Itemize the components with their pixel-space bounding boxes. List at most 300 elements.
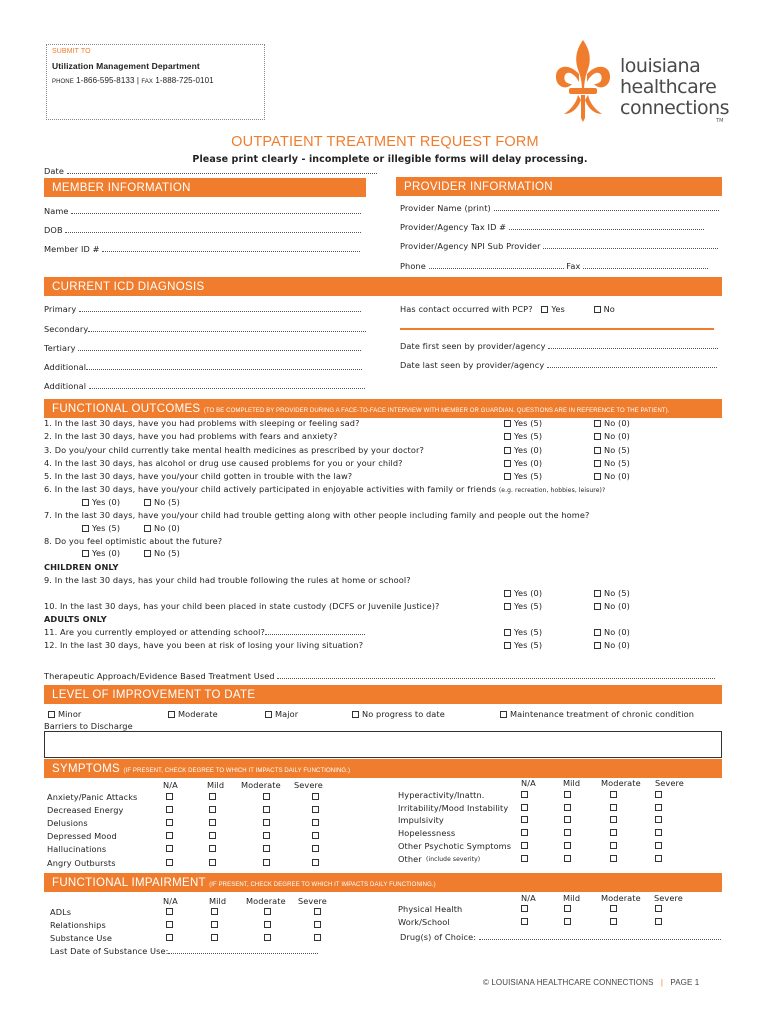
member-id-row <box>44 244 360 254</box>
impairment-left-checkbox-2-na[interactable] <box>166 921 173 928</box>
symptom-right-checkbox-6-mild[interactable] <box>564 855 571 862</box>
drugs-row <box>400 932 721 942</box>
symptom-left-checkbox-1-moderate[interactable] <box>263 793 270 800</box>
q11-yes-label: Yes (5) <box>514 627 543 637</box>
first-seen-row <box>400 341 718 351</box>
q9-no <box>594 588 630 598</box>
q3-no-label: No (5) <box>604 445 630 455</box>
q7-no <box>144 523 180 533</box>
q7-yes <box>82 523 120 533</box>
symptom-left-checkbox-4-moderate[interactable] <box>263 832 270 839</box>
drugs-label: Drug(s) of Choice: <box>400 932 477 942</box>
q4-no-checkbox[interactable] <box>594 460 601 467</box>
q8-no-label: No (5) <box>154 548 180 558</box>
impairment-left-checkbox-3-moderate[interactable] <box>264 934 271 941</box>
q10-no-label: No (0) <box>604 601 630 611</box>
last-seen-label: Date last seen by provider/agency <box>400 360 545 370</box>
contact-separator: | <box>136 76 140 85</box>
impairment-left-checkbox-3-severe[interactable] <box>314 934 321 941</box>
logo-trademark: TM <box>716 118 724 124</box>
impairment-left-label-2: Relationships <box>50 920 106 930</box>
question-1: 1. In the last 30 days, have you had problems with sleeping or feeling sad? <box>44 418 360 428</box>
symptom-right-checkbox-5-mild[interactable] <box>564 842 571 849</box>
functional-outcomes-title: FUNCTIONAL OUTCOMES <box>52 403 201 415</box>
symptom-left-checkbox-4-mild[interactable] <box>209 832 216 839</box>
last-seen-row <box>400 360 717 370</box>
footer <box>483 978 699 987</box>
q4-yes-checkbox[interactable] <box>504 460 511 467</box>
symptom-right-checkbox-1-na[interactable] <box>521 791 528 798</box>
q6-yes-label: Yes (0) <box>92 497 121 507</box>
symptom-right-label-5: Other Psychotic Symptoms <box>398 840 512 851</box>
q5-no-checkbox[interactable] <box>594 473 601 480</box>
question-5: 5. In the last 30 days, have you/your child gotten in trouble with the law? <box>44 471 353 481</box>
drugs-field[interactable] <box>479 932 721 940</box>
question-7: 7. In the last 30 days, have you/your child had trouble getting along with other people including family and people out the home? <box>44 510 590 520</box>
icd-diagnosis-header: CURRENT ICD DIAGNOSIS <box>44 277 722 296</box>
pcp-contact-label: Has contact occurred with PCP? <box>400 304 533 314</box>
symptom-right-checkbox-3-moderate[interactable] <box>610 816 617 823</box>
therapeutic-row <box>44 671 715 681</box>
symptom-left-label-2: Decreased Energy <box>47 805 124 816</box>
q9-no-checkbox[interactable] <box>594 590 601 597</box>
pcp-no-checkbox[interactable] <box>594 306 601 313</box>
provider-npi-label: Provider/Agency NPI Sub Provider <box>400 241 541 251</box>
provider-phone-label: Phone <box>400 261 426 271</box>
symptom-left-checkbox-3-na[interactable] <box>166 819 173 826</box>
symptom-left-checkbox-5-moderate[interactable] <box>263 845 270 852</box>
icd-additional-label-2: Additional <box>44 381 87 391</box>
question-11-text: 11. Are you currently employed or attending school? <box>44 627 265 637</box>
symptom-right-checkbox-2-mild[interactable] <box>564 804 571 811</box>
q7-yes-label: Yes (5) <box>92 523 121 533</box>
provider-npi-field[interactable] <box>543 241 718 249</box>
q1-yes-label: Yes (5) <box>514 418 543 428</box>
q5-yes-checkbox[interactable] <box>504 473 511 480</box>
q1-yes <box>504 418 542 428</box>
symptom-left-checkbox-3-severe[interactable] <box>312 819 319 826</box>
imp-right-moderate-header: Moderate <box>601 893 641 903</box>
symptoms-title: SYMPTOMS <box>52 763 121 775</box>
q6-no-label: No (5) <box>154 497 180 507</box>
q8-no <box>144 548 180 558</box>
symptom-left-label-3: Delusions <box>47 818 88 829</box>
q3-yes <box>504 445 542 455</box>
symptom-left-checkbox-6-moderate[interactable] <box>263 859 270 866</box>
provider-tax-row <box>400 222 704 232</box>
last-substance-field[interactable] <box>168 946 318 954</box>
member-id-label: Member ID # <box>44 244 100 254</box>
q7-no-checkbox[interactable] <box>144 525 151 532</box>
first-seen-label: Date first seen by provider/agency <box>400 341 546 351</box>
pcp-yes-label: Yes <box>551 304 565 314</box>
q12-no <box>594 640 630 650</box>
symptoms-header <box>44 759 722 778</box>
q11-yes-checkbox[interactable] <box>504 629 511 636</box>
fax-label: FAX <box>141 79 153 85</box>
q8-no-checkbox[interactable] <box>144 550 151 557</box>
q10-no <box>594 601 630 611</box>
fleur-de-lis-logo-icon <box>552 38 614 124</box>
q11-no <box>594 627 630 637</box>
q6-no-checkbox[interactable] <box>144 499 151 506</box>
icd-primary-field[interactable] <box>79 304 361 312</box>
question-10: 10. In the last 30 days, has your child been placed in state custody (DCFS or Juvenile Justice)? <box>44 601 440 611</box>
improvement-minor <box>48 709 81 719</box>
impairment-left-checkbox-3-na[interactable] <box>166 934 173 941</box>
question-3: 3. Do you/your child currently take mental health medicines as prescribed by your doctor? <box>44 445 424 455</box>
symptom-right-label-1: Hyperactivity/Inattn. <box>398 790 485 800</box>
question-6-text: 6. In the last 30 days, have you/your child actively participated in enjoyable activities with family or friends <box>44 484 497 494</box>
symptom-right-checkbox-1-severe[interactable] <box>655 791 662 798</box>
moderate-checkbox[interactable] <box>168 711 175 718</box>
icd-secondary-label: Secondary <box>44 324 89 334</box>
symptom-left-checkbox-2-moderate[interactable] <box>263 806 270 813</box>
last-substance-row <box>50 946 318 956</box>
submit-to-label: SUBMIT TO <box>52 48 91 55</box>
symptom-left-label-5: Hallucinations <box>47 844 107 855</box>
q4-yes <box>504 458 542 468</box>
q3-yes-label: Yes (0) <box>514 445 543 455</box>
q9-no-label: No (5) <box>604 588 630 598</box>
barriers-textarea[interactable] <box>44 731 722 758</box>
provider-fax-field[interactable] <box>583 261 708 269</box>
functional-outcomes-header <box>44 399 722 418</box>
member-name-field[interactable] <box>71 206 361 214</box>
symptom-left-checkbox-6-mild[interactable] <box>209 859 216 866</box>
symptom-left-checkbox-5-severe[interactable] <box>312 845 319 852</box>
minor-checkbox[interactable] <box>48 711 55 718</box>
symptom-left-checkbox-4-na[interactable] <box>166 832 173 839</box>
q4-no <box>594 458 630 468</box>
impairment-left-checkbox-2-moderate[interactable] <box>264 921 271 928</box>
symptom-right-checkbox-4-mild[interactable] <box>564 829 571 836</box>
maintenance-label: Maintenance treatment of chronic condition <box>510 709 695 719</box>
symptom-right-checkbox-5-severe[interactable] <box>655 842 662 849</box>
q3-no <box>594 445 630 455</box>
symptom-left-checkbox-1-mild[interactable] <box>209 793 216 800</box>
member-dob-label: DOB <box>44 225 63 235</box>
q9-yes <box>504 588 542 598</box>
symptom-right-checkbox-3-severe[interactable] <box>655 816 662 823</box>
q10-yes-label: Yes (5) <box>514 601 543 611</box>
symptom-left-label-4: Depressed Mood <box>47 831 117 842</box>
symptom-right-checkbox-4-na[interactable] <box>521 829 528 836</box>
q11-no-checkbox[interactable] <box>594 629 601 636</box>
impairment-left-label-3: Substance Use <box>50 933 113 943</box>
date-row <box>44 166 377 176</box>
symptom-left-checkbox-3-moderate[interactable] <box>263 819 270 826</box>
logo-wordmark <box>620 56 729 119</box>
q9-yes-checkbox[interactable] <box>504 590 511 597</box>
phone-label: PHONE <box>52 79 74 85</box>
impairment-left-checkbox-1-na[interactable] <box>166 908 173 915</box>
impairment-right-checkbox-2-mild[interactable] <box>564 918 571 925</box>
q6-yes <box>82 497 120 507</box>
therapeutic-label: Therapeutic Approach/Evidence Based Treatment Used <box>44 671 275 681</box>
barriers-label: Barriers to Discharge <box>44 721 133 731</box>
q12-no-label: No (0) <box>604 640 630 650</box>
functional-impairment-header <box>44 873 722 892</box>
provider-information-header: PROVIDER INFORMATION <box>396 177 722 196</box>
imp-left-na-header: N/A <box>163 896 178 906</box>
symptom-right-checkbox-6-na[interactable] <box>521 855 528 862</box>
symptom-left-checkbox-2-na[interactable] <box>166 806 173 813</box>
adults-only-heading: ADULTS ONLY <box>44 614 107 624</box>
question-11 <box>44 627 365 637</box>
q2-no <box>594 431 630 441</box>
impairment-right-checkbox-1-na[interactable] <box>521 905 528 912</box>
sym-right-na-header: N/A <box>521 778 536 788</box>
symptom-right-checkbox-4-severe[interactable] <box>655 829 662 836</box>
q3-no-checkbox[interactable] <box>594 447 601 454</box>
symptom-left-checkbox-2-mild[interactable] <box>209 806 216 813</box>
no-progress-label: No progress to date <box>362 709 445 719</box>
sym-right-severe-header: Severe <box>655 778 684 788</box>
question-4: 4. In the last 30 days, has alcohol or drug use caused problems for you or your child? <box>44 458 403 468</box>
member-dob-row <box>44 225 361 235</box>
impairment-right-checkbox-2-na[interactable] <box>521 918 528 925</box>
q7-no-label: No (0) <box>154 523 180 533</box>
symptom-left-checkbox-6-na[interactable] <box>166 859 173 866</box>
symptom-right-checkbox-3-mild[interactable] <box>564 816 571 823</box>
q8-yes-checkbox[interactable] <box>82 550 89 557</box>
fax-number: 1-888-725-0101 <box>155 76 214 85</box>
member-id-field[interactable] <box>102 244 360 252</box>
member-name-row <box>44 206 361 216</box>
symptom-right-checkbox-4-moderate[interactable] <box>610 829 617 836</box>
q4-no-label: No (5) <box>604 458 630 468</box>
provider-name-field[interactable] <box>494 203 719 211</box>
q2-yes <box>504 431 542 441</box>
member-dob-field[interactable] <box>65 225 361 233</box>
symptom-right-checkbox-2-moderate[interactable] <box>610 804 617 811</box>
major-checkbox[interactable] <box>265 711 272 718</box>
icd-tertiary-field[interactable] <box>78 343 361 351</box>
provider-tax-field[interactable] <box>509 222 704 230</box>
impairment-right-label-2: Work/School <box>398 917 450 927</box>
functional-outcomes-note: (TO BE COMPLETED BY PROVIDER DURING A FACE-TO-FACE INTERVIEW WITH MEMBER OR GUARDIAN. QUESTIONS ARE IN REFERENCE TO THE PATIENT). <box>203 408 670 414</box>
department-name: Utilization Management Department <box>52 61 200 71</box>
question-2: 2. In the last 30 days, have you had problems with fears and anxiety? <box>44 431 338 441</box>
symptom-left-checkbox-4-severe[interactable] <box>312 832 319 839</box>
icd-secondary-row <box>44 324 366 334</box>
q12-yes-label: Yes (5) <box>514 640 543 650</box>
impairment-left-checkbox-1-severe[interactable] <box>314 908 321 915</box>
symptom-left-checkbox-1-severe[interactable] <box>312 793 319 800</box>
question-8: 8. Do you feel optimistic about the future? <box>44 536 223 546</box>
q12-yes <box>504 640 542 650</box>
q6-yes-checkbox[interactable] <box>82 499 89 506</box>
symptom-left-checkbox-3-mild[interactable] <box>209 819 216 826</box>
q1-no-label: No (0) <box>604 418 630 428</box>
phone-number: 1-866-595-8133 <box>76 76 135 85</box>
q11-field[interactable] <box>265 627 365 635</box>
q3-yes-checkbox[interactable] <box>504 447 511 454</box>
symptom-right-label-6: Other <box>398 853 422 864</box>
sym-right-moderate-header: Moderate <box>601 778 641 788</box>
improvement-major <box>265 709 298 719</box>
symptom-left-checkbox-5-na[interactable] <box>166 845 173 852</box>
sym-left-mild-header: Mild <box>207 780 225 790</box>
symptoms-note: (IF PRESENT, CHECK DEGREE TO WHICH IT IMPACTS DAILY FUNCTIONING.) <box>123 768 351 774</box>
moderate-label: Moderate <box>178 709 218 719</box>
maintenance-checkbox[interactable] <box>500 711 507 718</box>
impairment-left-checkbox-1-mild[interactable] <box>211 908 218 915</box>
sym-left-severe-header: Severe <box>294 780 323 790</box>
member-name-label: Name <box>44 206 69 216</box>
pcp-contact-row <box>400 304 615 314</box>
symptom-right-checkbox-3-na[interactable] <box>521 816 528 823</box>
q5-no-label: No (0) <box>604 471 630 481</box>
impairment-right-label-1: Physical Health <box>398 904 463 914</box>
question-6 <box>44 484 605 494</box>
icd-primary-label: Primary <box>44 304 77 314</box>
symptom-left-label-1: Anxiety/Panic Attacks <box>47 792 138 802</box>
member-information-header: MEMBER INFORMATION <box>44 178 366 197</box>
impairment-right-checkbox-1-severe[interactable] <box>655 905 662 912</box>
level-of-improvement-header: LEVEL OF IMPROVEMENT TO DATE <box>44 685 722 704</box>
symptom-right-checkbox-6-moderate[interactable] <box>610 855 617 862</box>
symptom-right-label-2: Irritability/Mood Instability <box>398 802 509 813</box>
provider-name-row <box>400 203 719 213</box>
symptom-left-checkbox-6-severe[interactable] <box>312 859 319 866</box>
impairment-right-checkbox-2-moderate[interactable] <box>610 918 617 925</box>
q11-yes <box>504 627 542 637</box>
date-label: Date <box>44 166 64 176</box>
sym-left-na-header: N/A <box>163 780 178 790</box>
q12-yes-checkbox[interactable] <box>504 642 511 649</box>
q4-yes-label: Yes (0) <box>514 458 543 468</box>
footer-copyright: © LOUISIANA HEALTHCARE CONNECTIONS <box>483 978 654 987</box>
symptom-left-checkbox-2-severe[interactable] <box>312 806 319 813</box>
q2-yes-label: Yes (5) <box>514 431 543 441</box>
footer-page-number: PAGE 1 <box>670 978 700 987</box>
q12-no-checkbox[interactable] <box>594 642 601 649</box>
impairment-right-checkbox-2-severe[interactable] <box>655 918 662 925</box>
therapeutic-field[interactable] <box>277 671 715 679</box>
symptom-right-checkbox-5-na[interactable] <box>521 842 528 849</box>
question-9: 9. In the last 30 days, has your child had trouble following the rules at home or school? <box>44 575 411 585</box>
icd-primary-row <box>44 304 361 314</box>
symptom-right-checkbox-1-mild[interactable] <box>564 791 571 798</box>
symptom-right-checkbox-6-severe[interactable] <box>655 855 662 862</box>
imp-right-mild-header: Mild <box>563 893 581 903</box>
last-substance-label: Last Date of Substance Use: <box>50 946 169 956</box>
icd-additional-field-2[interactable] <box>89 381 365 389</box>
symptom-right-checkbox-2-na[interactable] <box>521 804 528 811</box>
question-12: 12. In the last 30 days, have you been at risk of losing your living situation? <box>44 640 364 650</box>
submit-contacts <box>52 76 214 85</box>
icd-tertiary-label: Tertiary <box>44 343 76 353</box>
children-only-heading: CHILDREN ONLY <box>44 562 119 572</box>
logo-line-3: connections <box>620 97 730 119</box>
q10-yes-checkbox[interactable] <box>504 603 511 610</box>
impairment-left-checkbox-1-moderate[interactable] <box>264 908 271 915</box>
symptom-right-checkbox-2-severe[interactable] <box>655 804 662 811</box>
imp-left-severe-header: Severe <box>298 896 327 906</box>
impairment-right-checkbox-1-mild[interactable] <box>564 905 571 912</box>
imp-left-mild-header: Mild <box>209 896 227 906</box>
symptom-left-label-6: Angry Outbursts <box>47 857 116 868</box>
icd-secondary-field[interactable] <box>88 324 366 332</box>
q11-no-label: No (0) <box>604 627 630 637</box>
q10-yes <box>504 601 542 611</box>
q8-yes <box>82 548 120 558</box>
symptom-right-checkbox-1-moderate[interactable] <box>610 791 617 798</box>
icd-tertiary-row <box>44 343 361 353</box>
sym-right-mild-header: Mild <box>563 778 581 788</box>
impairment-note: (IF PRESENT, CHECK DEGREE TO WHICH IT IMPACTS DAILY FUNCTIONING.) <box>209 882 436 888</box>
q5-yes-label: Yes (5) <box>514 471 543 481</box>
date-field[interactable] <box>67 166 377 174</box>
provider-phone-field[interactable] <box>429 261 564 269</box>
impairment-left-label-1: ADLs <box>50 907 72 917</box>
provider-name-label: Provider Name (print) <box>400 203 491 213</box>
impairment-left-checkbox-2-mild[interactable] <box>211 921 218 928</box>
q1-no <box>594 418 630 428</box>
q1-yes-checkbox[interactable] <box>504 420 511 427</box>
footer-separator: | <box>660 978 664 987</box>
question-6-note: (e.g. recreation, hobbies, leisure)? <box>498 487 606 494</box>
no-progress-checkbox[interactable] <box>352 711 359 718</box>
q2-no-checkbox[interactable] <box>594 433 601 440</box>
icd-additional-row-2 <box>44 381 365 391</box>
impairment-right-checkbox-1-moderate[interactable] <box>610 905 617 912</box>
q7-yes-checkbox[interactable] <box>82 525 89 532</box>
major-label: Major <box>275 709 299 719</box>
q2-no-label: No (0) <box>604 431 630 441</box>
imp-right-severe-header: Severe <box>654 893 683 903</box>
imp-right-na-header: N/A <box>521 893 536 903</box>
symptom-left-checkbox-5-mild[interactable] <box>209 845 216 852</box>
impairment-title: FUNCTIONAL IMPAIRMENT <box>52 877 206 889</box>
orange-divider <box>400 328 714 330</box>
impairment-left-checkbox-2-severe[interactable] <box>314 921 321 928</box>
q6-no <box>144 497 180 507</box>
q8-yes-label: Yes (0) <box>92 548 121 558</box>
symptom-right-checkbox-5-moderate[interactable] <box>610 842 617 849</box>
logo-line-1: louisiana <box>620 55 701 77</box>
symptom-right-label-4: Hopelessness <box>398 828 456 839</box>
icd-additional-field-1[interactable] <box>86 362 362 370</box>
provider-fax-label: Fax <box>566 261 581 271</box>
q9-yes-label: Yes (0) <box>514 588 543 598</box>
other-severity-note: (include severity) <box>426 856 481 863</box>
provider-npi-row <box>400 241 718 251</box>
symptom-right-label-3: Impulsivity <box>398 815 444 826</box>
sym-left-moderate-header: Moderate <box>241 780 281 790</box>
impairment-left-checkbox-3-mild[interactable] <box>211 934 218 941</box>
last-seen-field[interactable] <box>547 360 717 368</box>
logo-line-2: healthcare <box>620 76 717 98</box>
q10-no-checkbox[interactable] <box>594 603 601 610</box>
improvement-maintenance <box>500 709 694 719</box>
provider-phone-row <box>400 261 708 271</box>
first-seen-field[interactable] <box>548 341 718 349</box>
improvement-no-progress <box>352 709 445 719</box>
icd-additional-row-1 <box>44 362 362 372</box>
imp-left-moderate-header: Moderate <box>246 896 286 906</box>
form-subtitle: Please print clearly - incomplete or illegible forms will delay processing. <box>192 154 588 165</box>
q5-yes <box>504 471 542 481</box>
symptom-left-checkbox-1-na[interactable] <box>166 793 173 800</box>
pcp-yes-checkbox[interactable] <box>541 306 548 313</box>
provider-tax-label: Provider/Agency Tax ID # <box>400 222 507 232</box>
q2-yes-checkbox[interactable] <box>504 433 511 440</box>
minor-label: Minor <box>58 709 82 719</box>
q1-no-checkbox[interactable] <box>594 420 601 427</box>
